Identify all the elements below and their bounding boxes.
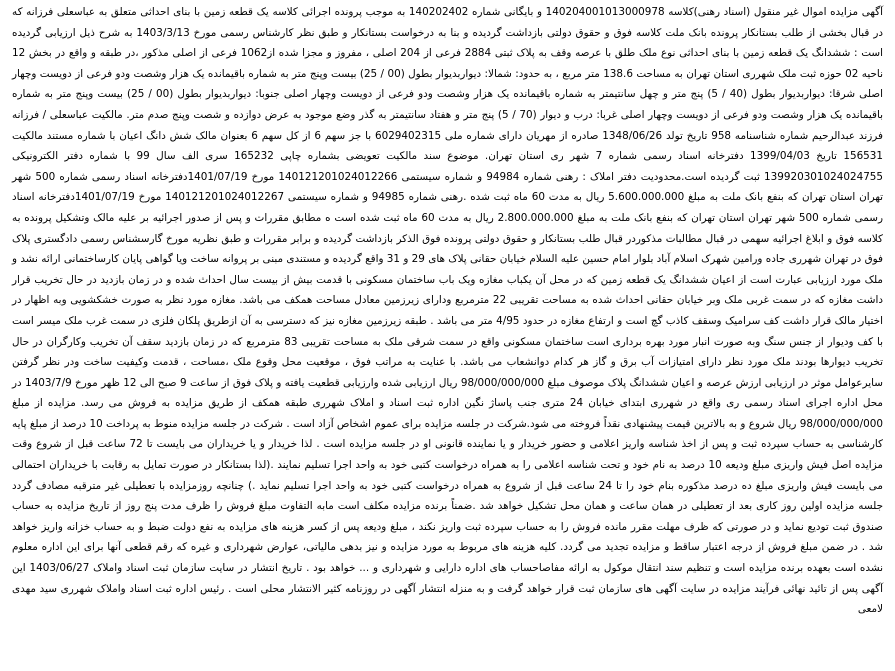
- notice-body: آگهی مزایده اموال غیر منقول (اسناد رهنی)کلاسه 140204001013000978 و بایگانی شماره 140202402 به موجب پرونده اجرائی کلاسه یک قطعه زمین با بنای احداثی متعلق به عباسعلی فرزانه که در قبال بخشی از طلب بستانکار پرونده بانک ملت کلاسه فوق و حقوق دولتی بازداشت گردیده و بنا به درخواست بستانکار و طبق نظر کارشناس رسمی مورخ 1403/3/13 به شرح ذیل ارزیابی گردیده است : ششدانگ یک قطعه زمین با بنای احداثی نوع ملک طلق با عرصه وقف به پلاک ثبتی 2884 فرعی از 204 اصلی ، مفروز و مجزا شده از1062 فرعی از اصلی مذکور ،در طبقه و واقع در بخش 12 ناحیه 02 حوزه ثبت ملک شهرری استان تهران به مساحت 138.6 متر مربع ، به حدود: شمالا: دیواربدیوار بطول (00 / 25) بیست وپنج متر به شماره باقیمانده یک هزار وشصت ودو فرعی از دویست وچهار اصلی شرقا: دیواربدیوار بطول (40 / 5) پنج متر و چهل سانتیمتر به شماره باقیمانده یک هزار وشصت ودو فرعی از دویست وچهار اصلی جنوبا: دیواربدیوار بطول (00 / 25) بیست وپنج متر به شماره باقیمانده یک هزار وشصت ودو فرعی از دویست وچهار اصلی غربا: درب و دیوار (70 / 5) پنج متر و هفتاد سانتیمتر به گذر وضع موجود به عرض دوازده و شصت وپنج صدم متر. مالکیت عباسعلی / فرزانه فرزند عبدالرحیم شماره شناسنامه 958 تاریخ تولد 1348/06/26 صادره از مهریان دارای شماره ملی 6029402315 با جز سهم 6 از کل سهم 6 بعنوان مالک شش دانگ اعیان با شماره مستند مالکیت 156531 تاریخ 1399/04/03 دفترخانه اسناد رسمی شماره 7 شهر ری استان تهران. موضوع سند مالکیت تعویضی بشماره چاپی 165232 سری الف سال 99 با شماره دفتر الکترونیکی 139920301024024755 ثبت گردیده است.محدودیت دفتر املاک : رهنی شماره 94984 و شماره سیستمی 140121201024012266 مورخ 1401/07/19دفترخانه اسناد رسمی شماره 500 شهر تهران استان تهران که بنفع بانک ملت به مبلغ 5.600.000.000 ریال به مدت 60 ماه ثبت شده .رهنی شماره 94985 و شماره سیستمی 140121201024012267 مورخ 1401/07/19دفترخانه اسناد رسمی شماره 500 شهر تهران استان تهران که بنفع بانک ملت به مبلغ 2.800.000.000 ریال به مدت 60 ماه ثبت شده است ه مطابق مقررات و پس از صدور اجرائیه بر علیه مالک وتشکیل پرونده به کلاسه فوق و ابلاغ اجرائیه سهمی در قبال مطالبات مذکوردر قبال طلب بستانکار و حقوق دولتی پرونده فوق الذکر بازداشت گردیده و برابر مقررات و طبق نظریه مورخ گارسشناس رسمی دادگستری پلاک فوق در تهران شهرری جاده ورامین شهرک اسلام آباد بلوار امام حسین علیه السلام خیابان حقانی پلاک های 29 و 31 واقع گردیده و مستندی مبنی بر پروانه ساخت ویا گواهی پایان کارساختمانی ارائه نشد و ملک مورد ارزیابی عبارت است از اعیان ششدانگ یک قطعه زمین که در محل آن یکباب مغازه ویک باب ساختمان مسکونی با قدمت بیش از بیست سال احداث شده و در زمان بازدید در حال تخریب قرار داشت مغازه که در سمت غربی ملک وبر خیابان حقانی احداث شده به مساحت تقریبی 22 مترمربع ودارای زیرزمین معادل مساحت همکف می باشد. مغازه مورد نظر به صورت خشکشویی وبه اظهار در اختیار مالک قرار داشت کف سرامیک وسقف کاذب گچ است و ارتفاع مغازه در حدود 4/95 متر می باشد . طبقه زیرزمین مغازه نیز که دسترسی به آن ازطریق پلکان فلزی در سمت غرب ملک میسر است با کف ودیوار از جنس سنگ وبه صورت انبار مورد بهره برداری است ساختمان مسکونی واقع در سمت شرقی ملک به مساحت تقریبی 83 مترمربع که در زمان بازدید سقف آن تخریب وکارگران در حال تخریب دیوارها بودند ملک مورد نظر دارای امتیازات آب برق و گاز هر کدام دوانشعاب می باشد. با عنایت به مراتب فوق ، موقعیت محل وقوع ملک ،مساحت ، قدمت وکیفیت ساخت ودر نظر گرفتن سایرعوامل موثر در ارزیابی ارزش عرصه و اعیان ششدانگ پلاک موصوف مبلغ 98/000/000/000 ریال ارزیابی شده وارزیابی قطعیت یافته و پلاک فوق از ساعت 9 صبح الی 12 ظهر مورخ 1403/7/9 در محل اداره اجرای اسناد رسمی ری واقع در شهرری ابتدای خیابان 24 متری جنب پاساژ نگین اداره ثبت اسناد و املاک شهرری طبقه همکف از طریق مزایده به فروش می رسد. مزایده از مبلغ 98/000/000/000 ریال شروع و به بالاترین قیمت پیشنهادی نقداً فروخته می شود.شرکت در جلسه مزایده برای عموم اشخاص آزاد است . شرکت در جلسه مزایده منوط به پرداخت 10 درصد از مبلغ پایه کارشناسی به حساب سپرده ثبت و پس از اخذ شناسه واریز اعلامی و حضور خریدار و یا نماینده قانونی او در جلسه مزایده است . لذا خریدار و یا خریداران می بایست تا 72 ساعت قبل از شروع وقت مزایده اصل فیش واریزی مبلغ ودیعه 10 درصد به نام خود و تحت شناسه اعلامی را به همراه درخواست کتبی خود به واحد اجرا تسلیم نمایند .(لذا بستانکار در صورت تمایل به رقابت با خریداران احتمالی می بایست فیش واریزی مبلغ ده درصد مذکوره بنام خود را تا 24 ساعت قبل از شروع به همراه درخواست کتبی خود به واحد اجرا تسلیم نماید .) چنانچه روزمزایده با تعطیلی غیر مترقبه مصادف گردد جلسه مزایده اولین روز کاری بعد از تعطیلی در همان ساعت و همان محل تشکیل خواهد شد .ضمناً برنده مزایده مکلف است مابه التفاوت مبلغ فروش را ظرف مدت پنج روز از تاریخ مزایده به حساب صندوق ثبت تودیع نماید و در صورتی که ظرف مهلت مقرر مانده فروش را به حساب سپرده ثبت واریز نکند ، مبلغ ودیعه پس از کسر هزینه های مزایده به نفع دولت ضبط و به حساب خزانه واریز خواهد شد . در ضمن مبلغ فروش از درجه اعتبار ساقط و مزایده تجدید می گردد. کلیه هزینه های مربوط به مورد مزایده و نیز بدهی مالیاتی، عوارض شهرداری و غیره که رقم قطعی آنها برای این اداره معلوم نشده است بعهده برنده مزایده است و تنظیم سند انتقال موکول به ارائه مفاصاحساب های اداره دارایی و شهرداری و ... خواهد بود . تاریخ انتشار در سایت سازمان ثبت اسناد واملاک 1403/06/27 این آگهی پس از تائید نهائی فرآیند مزایده در سایت آگهی های سازمان ثبت قرار خواهد گرفت و به منزله انتشار آگهی در روزنامه کثیر الانتشار محلی است . رئیس اداره ثبت اسناد واملاک شهرری سید مهدی لامعی: [12, 6, 884, 616]
